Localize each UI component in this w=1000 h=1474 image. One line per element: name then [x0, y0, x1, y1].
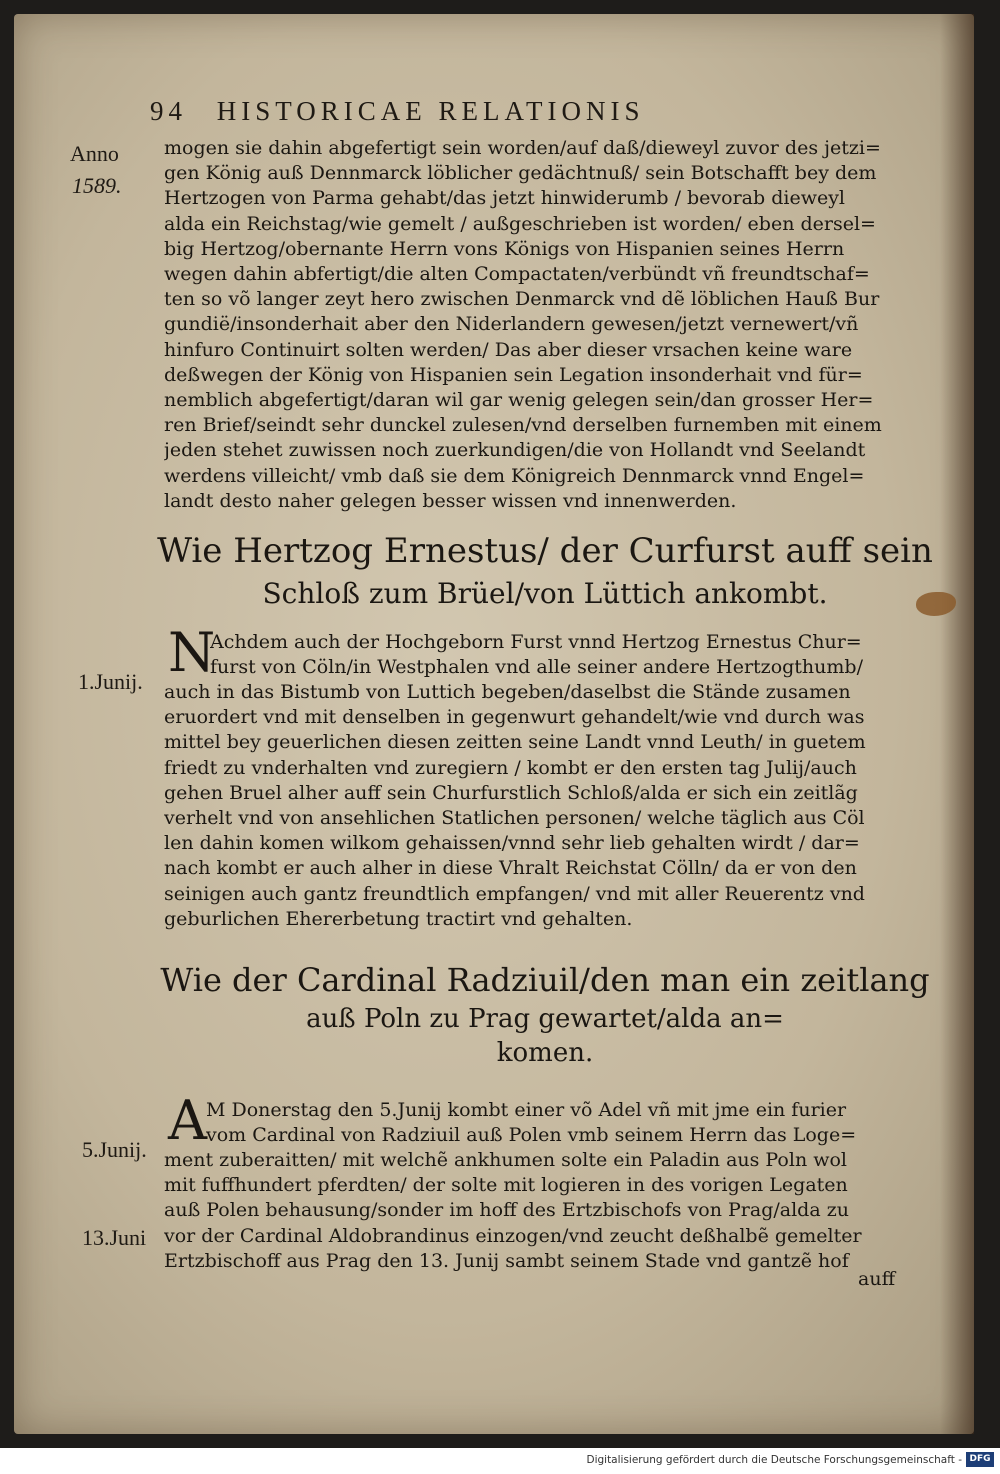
text-line: gehen Bruel alher auff sein Churfurstlich Schloß/alda er sich ein zeitlãg — [164, 781, 858, 804]
text-line: geburlichen Ehererbetung tractirt vnd gehalten. — [164, 907, 633, 930]
dfg-logo: DFG — [966, 1452, 994, 1467]
drop-cap: A — [168, 1089, 207, 1152]
heading-line: auß Poln zu Prag gewartet/alda an= — [306, 1004, 784, 1034]
text-line: mittel bey geuerlichen diesen zeitten seine Landt vnnd Leuth/ in guetem — [164, 731, 866, 754]
text-line: Achdem auch der Hochgeborn Furst vnnd Hertzog Ernestus Chur= — [210, 631, 862, 653]
text-line: gen König auß Dennmarck löblicher gedächtnuß/ sein Botschafft bey dem — [164, 162, 877, 185]
text-line: auch in das Bistumb von Luttich begeben/daselbst die Stände zusamen — [164, 681, 851, 703]
text-line: Hertzogen von Parma gehabt/das jetzt hinwiderumb / bevorab dieweyl — [164, 187, 846, 210]
section-3-text — [206, 1098, 922, 1148]
text-line: ren Brief/seindt sehr dunckel zulesen/vnd derselben furnemben mit einem — [164, 414, 882, 437]
page-number: 94 — [150, 96, 187, 126]
running-title: HISTORICAE RELATIONIS — [216, 96, 645, 126]
text-line: alda ein Reichstag/wie gemelt / außgeschrieben ist worden/ eben dersel= — [164, 212, 876, 235]
text-line: nach kombt er auch alher in diese Vhralt Reichstat Cölln/ da er von den — [164, 857, 857, 880]
catchword: auff — [858, 1268, 896, 1290]
text-line: friedt zu vnderhalten vnd zuregiern / kombt er den ersten tag Julij/auch — [164, 756, 857, 779]
footer-credit: Digitalisierung gefördert durch die Deutsche Forschungsgemeinschaft - — [586, 1454, 962, 1466]
text-line: auß Polen behausung/sonder im hoff des Ertzbischofs von Prag/alda zu — [164, 1199, 849, 1222]
text-line: eruordert vnd mit denselben in gegenwurt gehandelt/wie vnd durch was — [164, 706, 865, 729]
text-line: werdens villeicht/ vmb daß sie dem Königreich Dennmarck vnnd Engel= — [164, 464, 865, 487]
section-heading-2 — [150, 958, 940, 1070]
section-heading-1 — [150, 528, 940, 614]
margin-date: 5.Junij. — [82, 1137, 147, 1162]
page-gutter-shadow — [940, 14, 974, 1434]
text-line: verhelt vnd von ansehlichen Statlichen personen/ welche täglich aus Cöl — [164, 807, 865, 830]
text-line: ten so võ langer zeyt hero zwischen Denmarck vnd dẽ löblichen Hauß Bur — [164, 288, 880, 311]
margin-year: 1589. — [72, 173, 122, 198]
section-2-text — [210, 630, 922, 680]
text-line: furst von Cöln/in Westphalen vnd alle seiner andere Hertzogthumb/ — [210, 656, 863, 679]
text-line: hinfuro Continuirt solten werden/ Das aber dieser vrsachen keine ware — [164, 338, 853, 361]
text-line: landt desto naher gelegen besser wissen vnd innenwerden. — [164, 489, 737, 512]
text-line: deßwegen der König von Hispanien sein Legation insonderhait vnd für= — [164, 363, 863, 386]
margin-year-label: Anno — [70, 141, 119, 166]
margin-date: 13.Juni — [82, 1225, 147, 1250]
text-line: len dahin komen wilkom gehaissen/vnnd sehr lieb gehalten wirdt / dar= — [164, 832, 860, 855]
text-line: jeden stehet zuwissen noch zuerkundigen/die von Hollandt vnd Seelandt — [164, 439, 866, 462]
text-line: vor der Cardinal Aldobrandinus einzogen/vnd zeucht deßhalbẽ gemelter — [164, 1224, 862, 1247]
text-line: mogen sie dahin abgefertigt sein worden/auf daß/dieweyl zuvor des jetzi= — [164, 137, 881, 159]
text-line: ment zuberaitten/ mit welchẽ ankhumen solte ein Paladin aus Poln wol — [164, 1149, 848, 1171]
text-line: wegen dahin abfertigt/die alten Compactaten/verbündt vñ freundtschaf= — [164, 263, 870, 286]
margin-date: 1.Junij. — [78, 669, 143, 694]
text-line: nemblich abgefertigt/daran wil gar wenig gelegen sein/dan grosser Her= — [164, 389, 874, 412]
heading-line: Wie Hertzog Ernestus/ der Curfurst auff sein — [157, 531, 933, 571]
text-line: gundië/insonderhait aber den Niderlandern gewesen/jetzt vernewert/vñ — [164, 313, 859, 336]
text-line: big Hertzog/obernante Herrn vons Königs von Hispanien seines Herrn — [164, 237, 845, 260]
text-line: seinigen auch gantz freundtlich empfangen/ vnd mit aller Reuerentz vnd — [164, 882, 865, 905]
heading-line: Wie der Cardinal Radziuil/den man ein zeitlang — [160, 961, 930, 999]
section-2-text-continued — [164, 680, 920, 932]
heading-line: Schloß zum Brüel/von Lüttich ankombt. — [262, 577, 828, 610]
section-3-text-continued — [164, 1148, 920, 1274]
running-header — [150, 96, 790, 136]
text-line: vom Cardinal von Radziuil auß Polen vmb seinem Herrn das Loge= — [206, 1124, 857, 1147]
text-line: Ertzbischoff aus Prag den 13. Junij sambt seinem Stade vnd gantzẽ hof — [164, 1249, 849, 1272]
text-line: M Donerstag den 5.Junij kombt einer võ Adel vñ mit jme ein furier — [206, 1099, 847, 1121]
heading-line: komen. — [496, 1038, 594, 1068]
drop-cap: N — [168, 621, 216, 684]
text-line: mit fuffhundert pferdten/ der solte mit logieren in des vorigen Legaten — [164, 1174, 848, 1197]
section-1-text — [164, 136, 920, 514]
